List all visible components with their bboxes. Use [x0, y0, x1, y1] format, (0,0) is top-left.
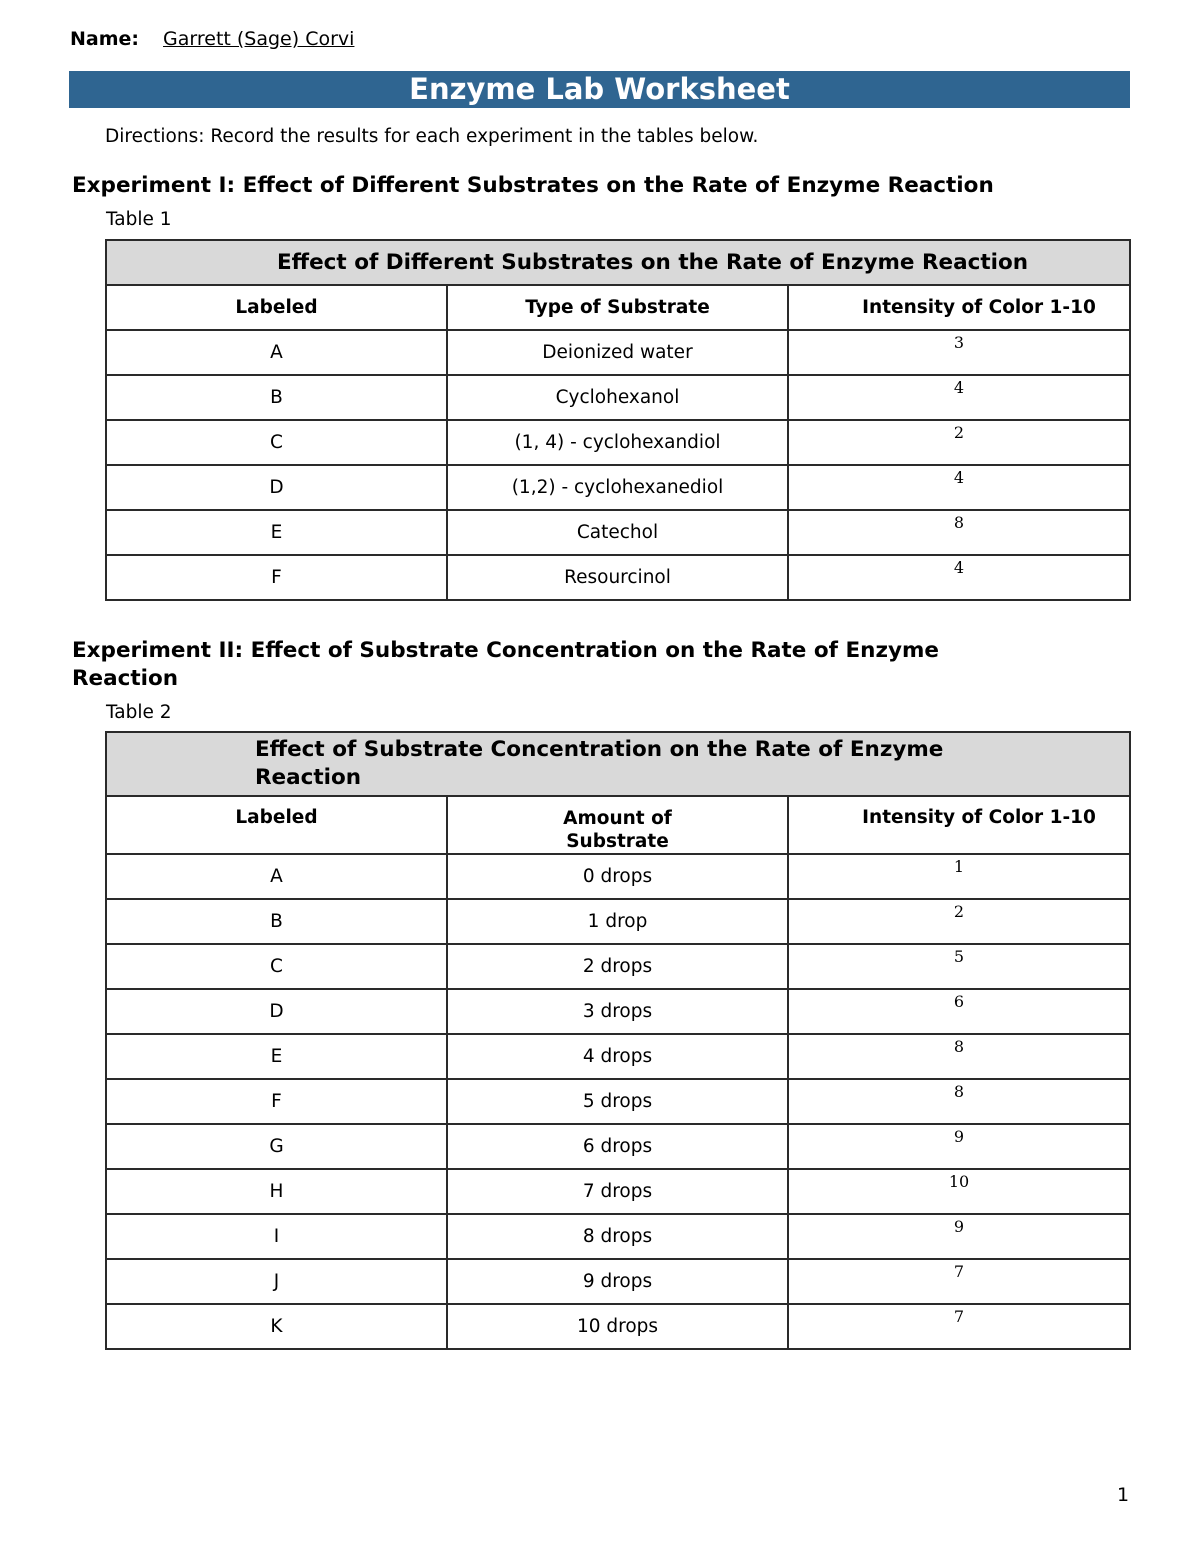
- intensity-cell: 4: [788, 555, 1130, 600]
- substrate-cell: Cyclohexanol: [447, 375, 788, 420]
- label-cell: E: [106, 1034, 447, 1079]
- table-row: [106, 375, 1130, 420]
- experiment2-heading-line1: Experiment II: Effect of Substrate Concentration on the Rate of Enzyme: [72, 638, 939, 663]
- substrate-cell: 4 drops: [447, 1034, 788, 1079]
- table2-col-amount-line1: Amount of: [563, 808, 672, 829]
- substrate-cell: 8 drops: [447, 1214, 788, 1259]
- label-cell: F: [106, 1079, 447, 1124]
- table1-col-intensity: Intensity of Color 1-10: [788, 285, 1130, 330]
- directions-text: Directions: Record the results for each experiment in the tables below.: [105, 126, 759, 147]
- worksheet-title: Enzyme Lab Worksheet: [69, 71, 1130, 108]
- substrate-cell: Resourcinol: [447, 555, 788, 600]
- label-cell: A: [106, 330, 447, 375]
- substrate-cell: 2 drops: [447, 944, 788, 989]
- table-row: [106, 989, 1130, 1034]
- name-value: Garrett (Sage) Corvi: [163, 28, 355, 50]
- label-cell: F: [106, 555, 447, 600]
- substrate-cell: (1, 4) - cyclohexandiol: [447, 420, 788, 465]
- table1-label: Table 1: [106, 209, 172, 230]
- experiment1-heading: Experiment I: Effect of Different Substrates on the Rate of Enzyme Reaction: [72, 173, 994, 198]
- intensity-cell: 8: [788, 1034, 1130, 1079]
- table-row: [106, 944, 1130, 989]
- intensity-cell: 10: [788, 1169, 1130, 1214]
- intensity-cell: 7: [788, 1304, 1130, 1349]
- substrate-cell: 5 drops: [447, 1079, 788, 1124]
- label-cell: I: [106, 1214, 447, 1259]
- table-row: [106, 510, 1130, 555]
- label-cell: H: [106, 1169, 447, 1214]
- label-cell: G: [106, 1124, 447, 1169]
- table-row: [106, 555, 1130, 600]
- substrate-cell: 0 drops: [447, 854, 788, 899]
- intensity-cell: 7: [788, 1259, 1130, 1304]
- label-cell: K: [106, 1304, 447, 1349]
- table-row: [106, 899, 1130, 944]
- intensity-cell: 4: [788, 465, 1130, 510]
- table-row: [106, 1304, 1130, 1349]
- table2: [105, 731, 1131, 1350]
- intensity-cell: 8: [788, 510, 1130, 555]
- table2-col-amount-line2: Substrate: [566, 831, 669, 852]
- label-cell: A: [106, 854, 447, 899]
- table-row: [106, 1169, 1130, 1214]
- table2-col-labeled: Labeled: [106, 796, 447, 854]
- table-row: [106, 1214, 1130, 1259]
- table1-col-substrate: Type of Substrate: [447, 285, 788, 330]
- label-cell: J: [106, 1259, 447, 1304]
- intensity-cell: 5: [788, 944, 1130, 989]
- table-row: [106, 1034, 1130, 1079]
- table2-col-intensity: Intensity of Color 1-10: [788, 796, 1130, 854]
- label-cell: C: [106, 944, 447, 989]
- intensity-cell: 8: [788, 1079, 1130, 1124]
- substrate-cell: 7 drops: [447, 1169, 788, 1214]
- table-row: [106, 854, 1130, 899]
- intensity-cell: 1: [788, 854, 1130, 899]
- substrate-cell: (1,2) - cyclohexanediol: [447, 465, 788, 510]
- substrate-cell: 10 drops: [447, 1304, 788, 1349]
- table-row: [106, 1259, 1130, 1304]
- label-cell: C: [106, 420, 447, 465]
- name-line: [70, 28, 354, 50]
- table2-label: Table 2: [106, 702, 172, 723]
- page-number: 1: [1117, 1484, 1130, 1506]
- intensity-cell: 6: [788, 989, 1130, 1034]
- substrate-cell: Catechol: [447, 510, 788, 555]
- table-row: [106, 1079, 1130, 1124]
- table1-col-labeled: Labeled: [106, 285, 447, 330]
- label-cell: E: [106, 510, 447, 555]
- label-cell: D: [106, 465, 447, 510]
- label-cell: B: [106, 899, 447, 944]
- substrate-cell: 3 drops: [447, 989, 788, 1034]
- substrate-cell: 1 drop: [447, 899, 788, 944]
- table1: [105, 239, 1131, 601]
- table-row: [106, 420, 1130, 465]
- table-row: [106, 330, 1130, 375]
- table2-title-line1: Effect of Substrate Concentration on the Rate of Enzyme: [255, 737, 944, 762]
- intensity-cell: 2: [788, 420, 1130, 465]
- substrate-cell: 9 drops: [447, 1259, 788, 1304]
- name-label: Name:: [70, 28, 140, 50]
- table-row: [106, 465, 1130, 510]
- intensity-cell: 4: [788, 375, 1130, 420]
- substrate-cell: Deionized water: [447, 330, 788, 375]
- table2-title-line2: Reaction: [255, 765, 362, 790]
- intensity-cell: 2: [788, 899, 1130, 944]
- table2-col-amount: [447, 796, 788, 854]
- intensity-cell: 3: [788, 330, 1130, 375]
- experiment2-heading: [72, 637, 939, 693]
- table-row: [106, 1124, 1130, 1169]
- label-cell: D: [106, 989, 447, 1034]
- experiment2-heading-line2: Reaction: [72, 666, 179, 691]
- table1-title: Effect of Different Substrates on the Rate of Enzyme Reaction: [106, 240, 1130, 285]
- intensity-cell: 9: [788, 1124, 1130, 1169]
- label-cell: B: [106, 375, 447, 420]
- substrate-cell: 6 drops: [447, 1124, 788, 1169]
- table2-title: [106, 732, 1130, 796]
- intensity-cell: 9: [788, 1214, 1130, 1259]
